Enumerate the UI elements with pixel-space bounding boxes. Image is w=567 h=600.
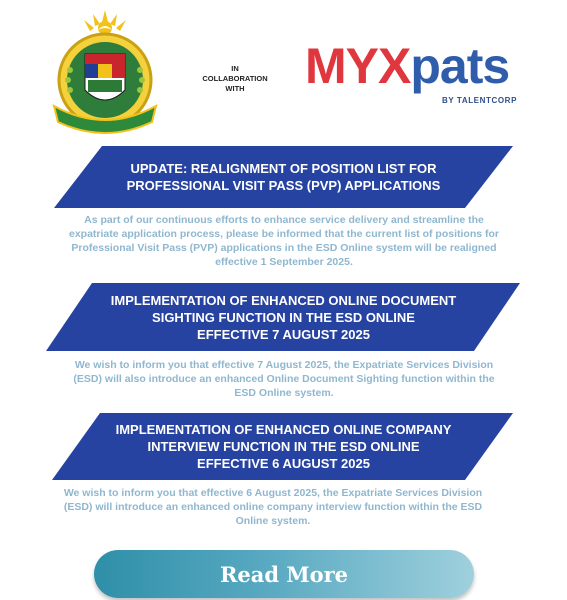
read-more-button[interactable]: Read More	[94, 550, 474, 598]
section-2-title: IMPLEMENTATION OF ENHANCED ONLINE DOCUMENT SIGHTING FUNCTION IN THE ESD ONLINE EFFECTIVE 7 AUGUST 2025	[110, 292, 457, 342]
section-3-banner	[0, 413, 567, 480]
section-1-banner	[0, 146, 567, 208]
section-3-body: We wish to inform you that effective 6 August 2025, the Expatriate Services Division (ESD) will introduce an enhanced online company interview function within the ESD Online system.	[63, 487, 483, 527]
section-2-banner	[0, 283, 567, 351]
myxpats-logo	[305, 38, 525, 108]
brand-x: X	[378, 38, 411, 94]
brand-pats: pats	[410, 38, 510, 94]
brand-by-talentcorp: BY TALENTCORP	[441, 96, 517, 105]
immigration-malaysia-emblem	[48, 10, 162, 134]
brand-my: MY	[305, 38, 378, 94]
section-1-title: UPDATE: REALIGNMENT OF POSITION LIST FOR PROFESSIONAL VISIT PASS (PVP) APPLICATIONS	[126, 161, 441, 193]
collaboration-text: IN COLLABORATION WITH	[202, 64, 268, 93]
section-2-body: We wish to inform you that effective 7 August 2025, the Expatriate Services Division (ESD) will also introduce an enhanced Online Document Sighting function within the ESD Online system.	[73, 359, 495, 399]
section-1-body: As part of our continuous efforts to enhance service delivery and streamline the expatriate application process, please be informed that the current list of positions for Professional Visit Pass (PVP) applications in the ESD Online system will be realigned effective 1 September 2025.	[68, 214, 499, 268]
section-3-title: IMPLEMENTATION OF ENHANCED ONLINE COMPANY INTERVIEW FUNCTION IN THE ESD ONLINE EFFECTIVE 6 AUGUST 2025	[115, 422, 452, 471]
